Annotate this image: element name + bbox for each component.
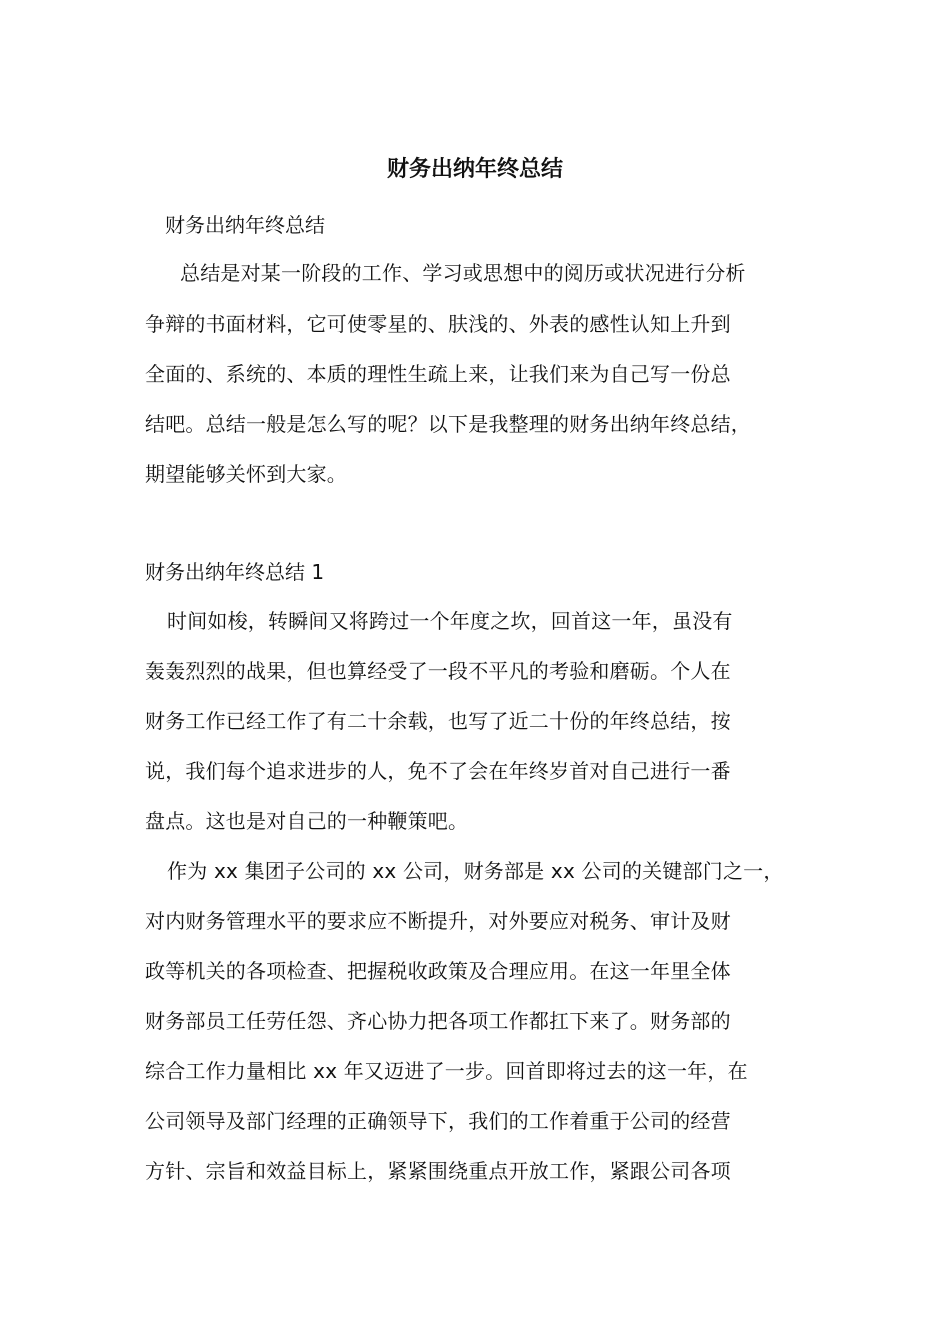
document-subtitle: 财务出纳年终总结	[165, 213, 325, 237]
paragraph-line: 政等机关的各项检查、把握税收政策及合理应用。在这一年里全体	[145, 959, 731, 983]
paragraph-line: 财务工作已经工作了有二十余载，也写了近二十份的年终总结，按	[145, 709, 731, 733]
paragraph-line: 方针、宗旨和效益目标上，紧紧围绕重点开放工作，紧跟公司各项	[145, 1159, 731, 1183]
document-title: 财务出纳年终总结	[386, 157, 563, 182]
intro-line: 争辩的书面材料，它可使零星的、肤浅的、外表的感性认知上升到	[145, 312, 731, 336]
intro-line: 总结是对某一阶段的工作、学习或思想中的阅历或状况进行分析	[180, 261, 746, 285]
intro-line: 期望能够关怀到大家。	[145, 462, 347, 486]
paragraph-line: 对内财务管理水平的要求应不断提升，对外要应对税务、审计及财	[145, 909, 731, 933]
paragraph-line: 说，我们每个追求进步的人，免不了会在年终岁首对自己进行一番	[145, 759, 731, 783]
paragraph-line: 综合工作力量相比 xx 年又迈进了一步。回首即将过去的这一年，在	[145, 1059, 748, 1083]
intro-line: 结吧。总结一般是怎么写的呢？以下是我整理的财务出纳年终总结，	[145, 412, 751, 436]
paragraph-line: 盘点。这也是对自己的一种鞭策吧。	[145, 809, 469, 833]
paragraph-line: 公司领导及部门经理的正确领导下，我们的工作着重于公司的经营	[145, 1109, 731, 1133]
paragraph-line: 财务部员工任劳任怨、齐心协力把各项工作都扛下来了。财务部的	[145, 1009, 731, 1033]
paragraph-line: 轰轰烈烈的战果，但也算经受了一段不平凡的考验和磨砺。个人在	[145, 659, 731, 683]
paragraph-line: 时间如梭，转瞬间又将跨过一个年度之坎，回首这一年，虽没有	[167, 609, 733, 633]
section-heading: 财务出纳年终总结 1	[145, 560, 325, 584]
intro-line: 全面的、系统的、本质的理性生疏上来，让我们来为自己写一份总	[145, 362, 731, 386]
paragraph-line: 作为 xx 集团子公司的 xx 公司，财务部是 xx 公司的关键部门之一，	[167, 859, 784, 883]
